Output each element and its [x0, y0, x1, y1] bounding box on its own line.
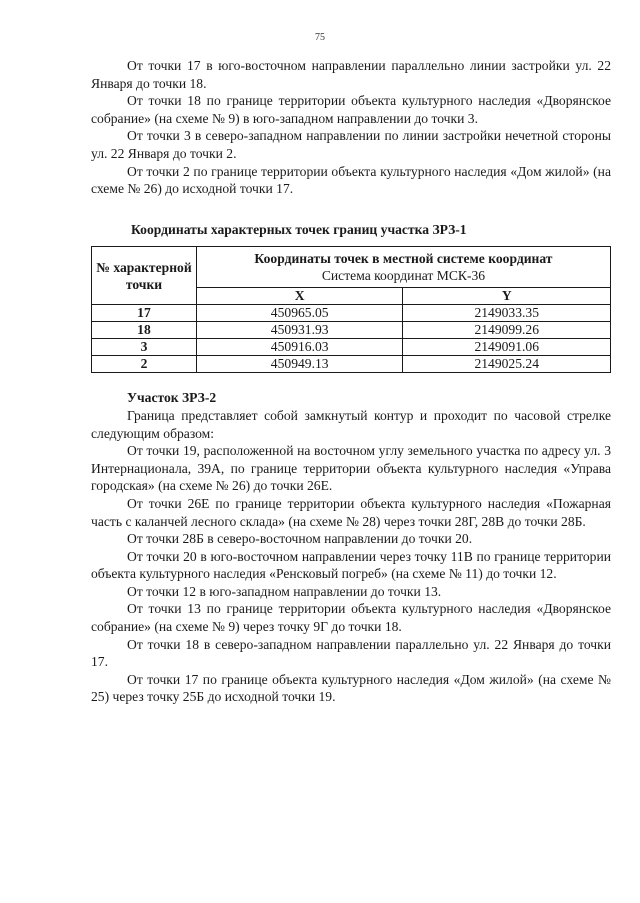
table-row	[92, 356, 611, 373]
paragraph: От точки 2 по границе территории объекта культурного наследия «Дом жилой» (на схеме № 26) до исходной точки 17.	[91, 163, 611, 197]
page-number: 75	[315, 32, 325, 43]
coord-system-header	[196, 247, 610, 288]
coord-header-subtitle: Система координат МСК-36	[321, 268, 486, 284]
paragraph: От точки 12 в юго-западном направлении до точки 13.	[127, 583, 442, 599]
y-value-cell: 2149091.06	[403, 339, 611, 356]
table-row	[92, 305, 611, 322]
y-value-cell: 2149025.24	[403, 356, 611, 373]
x-column-header: X	[196, 288, 403, 305]
x-value-cell: 450916.03	[196, 339, 403, 356]
point-number-cell: 2	[92, 356, 197, 373]
x-value-cell: 450965.05	[196, 305, 403, 322]
y-value-cell: 2149099.26	[403, 322, 611, 339]
point-number-cell: 3	[92, 339, 197, 356]
point-number-header: № характерной точки	[92, 247, 197, 305]
table-row	[92, 339, 611, 356]
x-value-cell: 450931.93	[196, 322, 403, 339]
paragraph: Граница представляет собой замкнутый контур и проходит по часовой стрелке следующим образом:	[91, 407, 611, 441]
coordinates-table	[91, 246, 611, 373]
table-title: Координаты характерных точек границ участка ЗРЗ-1	[131, 221, 467, 237]
paragraph: От точки 20 в юго-восточном направлении через точку 11В по границе территории объекта культурного наследия «Ренсковый погреб» (на схеме № 11) до точки 12.	[91, 548, 611, 582]
x-value-cell: 450949.13	[196, 356, 403, 373]
point-number-cell: 17	[92, 305, 197, 322]
section-title: Участок ЗРЗ-2	[127, 390, 217, 406]
y-column-header: Y	[403, 288, 611, 305]
paragraph: От точки 17 в юго-восточном направлении параллельно линии застройки ул. 22 Января до точки 18.	[91, 58, 611, 91]
coord-header-title: Координаты точек в местной системе координат	[254, 251, 553, 267]
paragraph: От точки 13 по границе территории объекта культурного наследия «Дворянское собрание» (на схеме № 9) через точку 9Г до точки 18.	[91, 601, 611, 635]
paragraph: От точки 3 в северо-западном направлении по линии застройки нечетной стороны ул. 22 Января до точки 2.	[91, 128, 611, 161]
table-row	[92, 322, 611, 339]
paragraph: От точки 18 в северо-западном направлении параллельно ул. 22 Января до точки 17.	[91, 636, 611, 670]
paragraph: От точки 28Б в северо-восточном направлении до точки 20.	[127, 531, 473, 547]
paragraph: От точки 19, расположенной на восточном углу земельного участка по адресу ул. 3 Интернационала, 39А, по границе территории объекта культурного наследия «Управа городская» (на схеме № 26) до точки 26Е.	[91, 443, 611, 494]
paragraph: От точки 26Е по границе территории объекта культурного наследия «Пожарная часть с каланчей лесного склада» (на схеме № 28) через точки 28Г, 28В до точки 28Б.	[91, 495, 611, 529]
point-number-cell: 18	[92, 322, 197, 339]
paragraph: От точки 18 по границе территории объекта культурного наследия «Дворянское собрание» (на схеме № 9) в юго-западном направлении до точки 3.	[91, 93, 611, 126]
document-body	[91, 57, 611, 706]
y-value-cell: 2149033.35	[403, 305, 611, 322]
paragraph: От точки 17 по границе объекта культурного наследия «Дом жилой» (на схеме № 25) через точку 25Б до исходной точки 19.	[91, 671, 611, 705]
